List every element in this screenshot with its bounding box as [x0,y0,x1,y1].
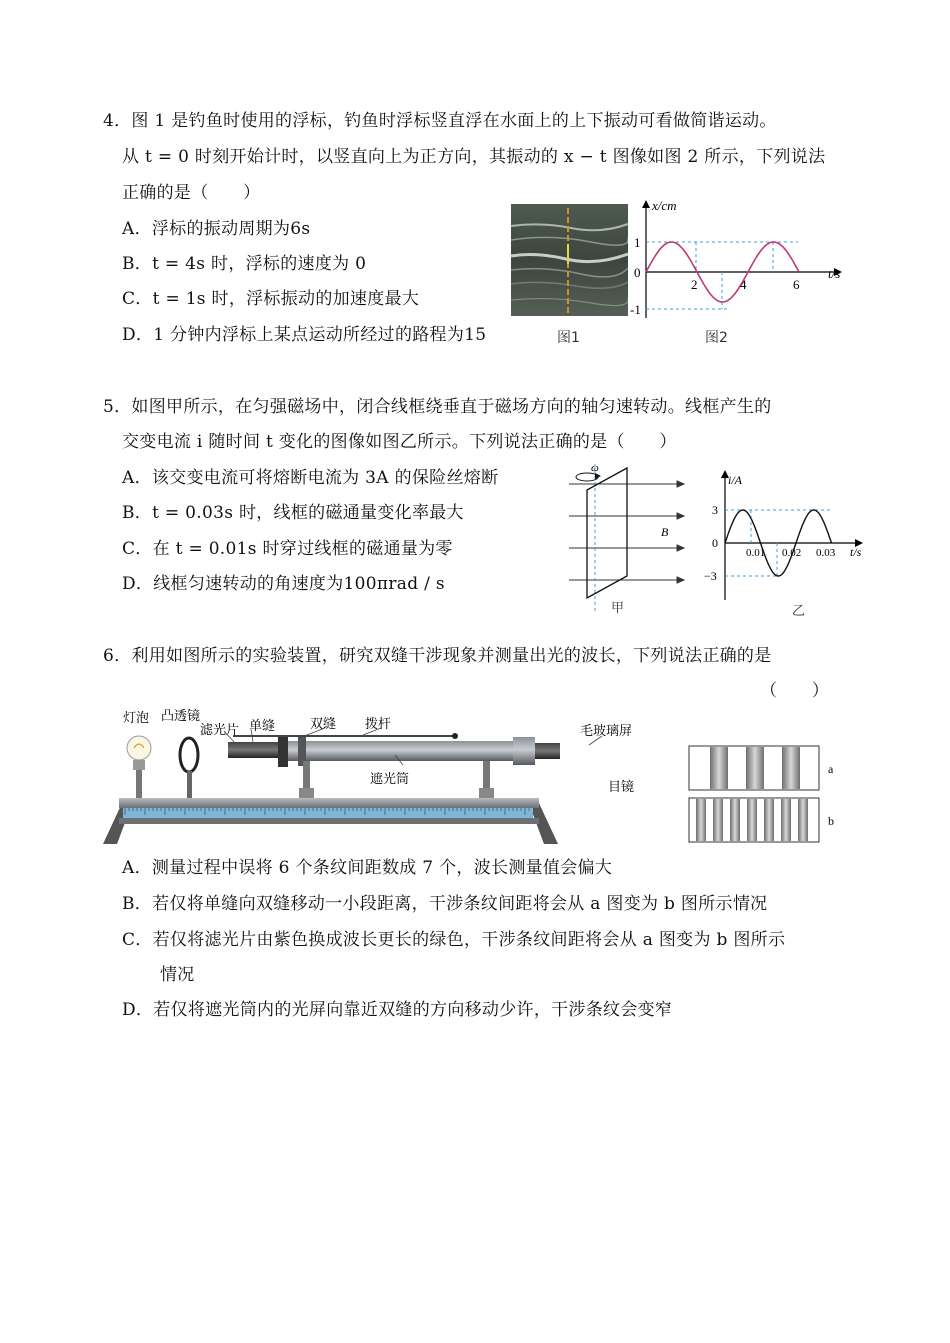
fringe-band [746,747,764,789]
q4-option-b: B．t = 4s 时，浮标的速度为 0 [122,254,367,274]
label-rod: 拨杆 [365,716,392,731]
fringe-band [747,799,757,841]
q6-stem: 6．利用如图所示的实验装置，研究双缝干涉现象并测量出光的波长，下列说法正确的是 [103,646,772,666]
label-tube: 遮光筒 [370,771,410,786]
xt-x-axis-arrow [642,200,650,208]
q4-stem-line-1: 4．图 1 是钓鱼时使用的浮标，钓鱼时浮标竖直浮在水面上的上下振动可看做简谐运动。 [103,111,777,131]
fig2-caption: 图2 [705,330,728,346]
q5-stem-line-2: 交变电流 i 随时间 t 变化的图像如图乙所示。下列说法正确的是（ ） [122,432,677,452]
eyepiece [535,743,560,759]
fringe-band [798,799,808,841]
fringe-patterns [688,744,843,846]
it-y-label: i/A [728,473,742,487]
xt-y-label: x/cm [652,198,677,213]
field-b-label: B [661,525,669,539]
fig1-caption: 图1 [557,330,580,346]
q5-option-c: C．在 t = 0.01s 时穿过线框的磁通量为零 [122,539,453,559]
q6-option-a: A．测量过程中误将 6 个条纹间距数成 7 个，波长测量值会偏大 [122,858,613,878]
it-xtick-001: 0.01 [746,547,766,559]
xt-xtick-6: 6 [793,277,800,292]
q6-option-c-cont: 情况 [160,965,195,985]
double-slit-apparatus [103,705,673,850]
q4-stem-line-2: 从 t = 0 时刻开始计时，以竖直向上为正方向，其振动的 x − t 图像如图 2 所示，下列说法 [122,147,826,167]
q5-option-a: A．该交变电流可将熔断电流为 3A 的保险丝熔断 [122,468,499,488]
light-shield-tube [288,741,513,761]
q4-stem-line-3: 正确的是（ ） [122,183,261,203]
xt-graph [628,196,848,326]
q5-option-b: B．t = 0.03s 时，线框的磁通量变化率最大 [122,503,464,523]
optical-bench [119,798,539,808]
fringe-pattern-b [689,798,819,842]
q4-option-d: D．1 分钟内浮标上某点运动所经过的路程为15 [122,325,487,345]
xt-x-label: t/s [828,266,841,281]
fringe-band [696,799,706,841]
pattern-b-label: b [828,814,834,828]
label-screen: 毛玻璃屏 [580,723,633,738]
fringe-band [713,799,723,841]
fringe-band [730,799,740,841]
label-filter: 滤光片 [200,722,240,737]
xt-xtick-2: 2 [691,277,698,292]
label-lens: 凸透镜 [161,708,201,723]
coil-frame [587,468,627,598]
fringe-pattern-a [689,746,819,790]
pattern-a-label: a [828,762,834,776]
fig-yi-caption: 乙 [792,604,806,619]
fringe-band [782,747,800,789]
omega-label: ω [591,462,599,474]
q5-stem-line-1: 5．如图甲所示，在匀强磁场中，闭合线框绕垂直于磁场方向的轴匀速转动。线框产生的 [103,397,772,417]
xt-xtick-4: 4 [740,277,747,292]
q6-option-d: D．若仅将遮光筒内的光屏向靠近双缝的方向移动少许，干涉条纹会变窄 [122,1000,673,1020]
bench-scale [123,808,533,818]
q6-bracket: （ ） [760,681,830,701]
label-bulb: 灯泡 [123,710,150,725]
rotating-coil-diagram [565,462,690,622]
fringe-band [781,799,791,841]
it-ytick-0: 0 [712,536,718,550]
xt-ytick-1: 1 [634,235,641,250]
fishing-float-photo [511,204,628,316]
xt-ytick-0: 0 [634,265,641,280]
convex-lens-icon [180,738,198,772]
q6-option-c: C．若仅将滤光片由紫色换成波长更长的绿色，干涉条纹间距将会从 a 图变为 b 图所示 [122,930,786,950]
it-graph [700,464,870,604]
it-ytick-m3: −3 [704,569,717,583]
label-double-slit: 双缝 [310,716,337,731]
fig-jia-caption: 甲 [611,601,625,616]
label-single-slit: 单缝 [249,718,276,733]
fringe-band [764,799,774,841]
bulb-icon [127,736,151,760]
xt-ytick-m1: -1 [630,302,641,317]
q5-option-d: D．线框匀速转动的角速度为100πrad / s [122,574,445,594]
label-eyepiece: 目镜 [608,779,635,794]
q6-option-b: B．若仅将单缝向双缝移动一小段距离，干涉条纹间距将会从 a 图变为 b 图所示情况 [122,894,768,914]
q4-option-a: A．浮标的振动周期为6s [122,219,311,239]
it-ytick-3: 3 [712,503,718,517]
q4-option-c: C．t = 1s 时，浮标振动的加速度最大 [122,289,420,309]
fringe-band [710,747,728,789]
it-xtick-003: 0.03 [816,547,836,559]
it-xtick-002: 0.02 [782,547,802,559]
it-x-label: t/s [850,545,862,559]
